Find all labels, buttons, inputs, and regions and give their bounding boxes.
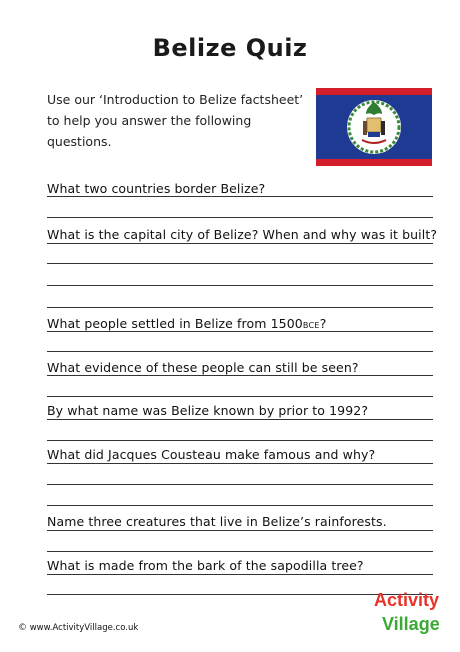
answer-line[interactable] bbox=[47, 307, 433, 308]
logo-line2: Village bbox=[382, 614, 440, 634]
page-title: Belize Quiz bbox=[152, 34, 308, 62]
answer-line[interactable] bbox=[47, 263, 433, 264]
answer-line[interactable] bbox=[47, 331, 433, 332]
answer-line[interactable] bbox=[47, 375, 433, 376]
question-5: By what name was Belize known by prior to 1992? bbox=[47, 403, 369, 418]
footer-url-text: www.ActivityVillage.co.uk bbox=[29, 623, 139, 633]
answer-line[interactable] bbox=[47, 351, 433, 352]
footer-url[interactable] bbox=[18, 623, 138, 633]
question-4: What evidence of these people can still be seen? bbox=[47, 360, 359, 375]
answer-line[interactable] bbox=[47, 463, 433, 464]
answer-line[interactable] bbox=[47, 396, 433, 397]
belize-flag-image bbox=[316, 88, 432, 166]
bce-suffix: BCE bbox=[302, 321, 320, 330]
answer-line[interactable] bbox=[47, 530, 433, 531]
answer-line[interactable] bbox=[47, 217, 433, 218]
answer-line[interactable] bbox=[47, 243, 433, 244]
answer-line[interactable] bbox=[47, 574, 433, 575]
question-1: What two countries border Belize? bbox=[47, 181, 266, 196]
answer-line[interactable] bbox=[47, 551, 433, 552]
question-3-end: ? bbox=[319, 316, 327, 331]
question-8: What is made from the bark of the sapodilla tree? bbox=[47, 558, 364, 573]
intro-text: Use our ‘Introduction to Belize factsheet’ to help you answer the following questions. bbox=[47, 92, 304, 149]
question-3 bbox=[47, 316, 326, 331]
question-2: What is the capital city of Belize? When and why was it built? bbox=[47, 227, 438, 242]
question-3-text: What people settled in Belize from 1500 bbox=[47, 316, 303, 331]
answer-line[interactable] bbox=[47, 285, 433, 286]
copyright-symbol: © bbox=[18, 623, 27, 633]
activity-village-logo bbox=[370, 578, 445, 642]
answer-line[interactable] bbox=[47, 484, 433, 485]
logo-line1: Activity bbox=[374, 590, 440, 610]
question-6: What did Jacques Cousteau make famous and why? bbox=[47, 447, 376, 462]
answer-line[interactable] bbox=[47, 505, 433, 506]
answer-line[interactable] bbox=[47, 196, 433, 197]
question-7: Name three creatures that live in Belize’s rainforests. bbox=[47, 514, 387, 529]
answer-line[interactable] bbox=[47, 419, 433, 420]
answer-line[interactable] bbox=[47, 440, 433, 441]
